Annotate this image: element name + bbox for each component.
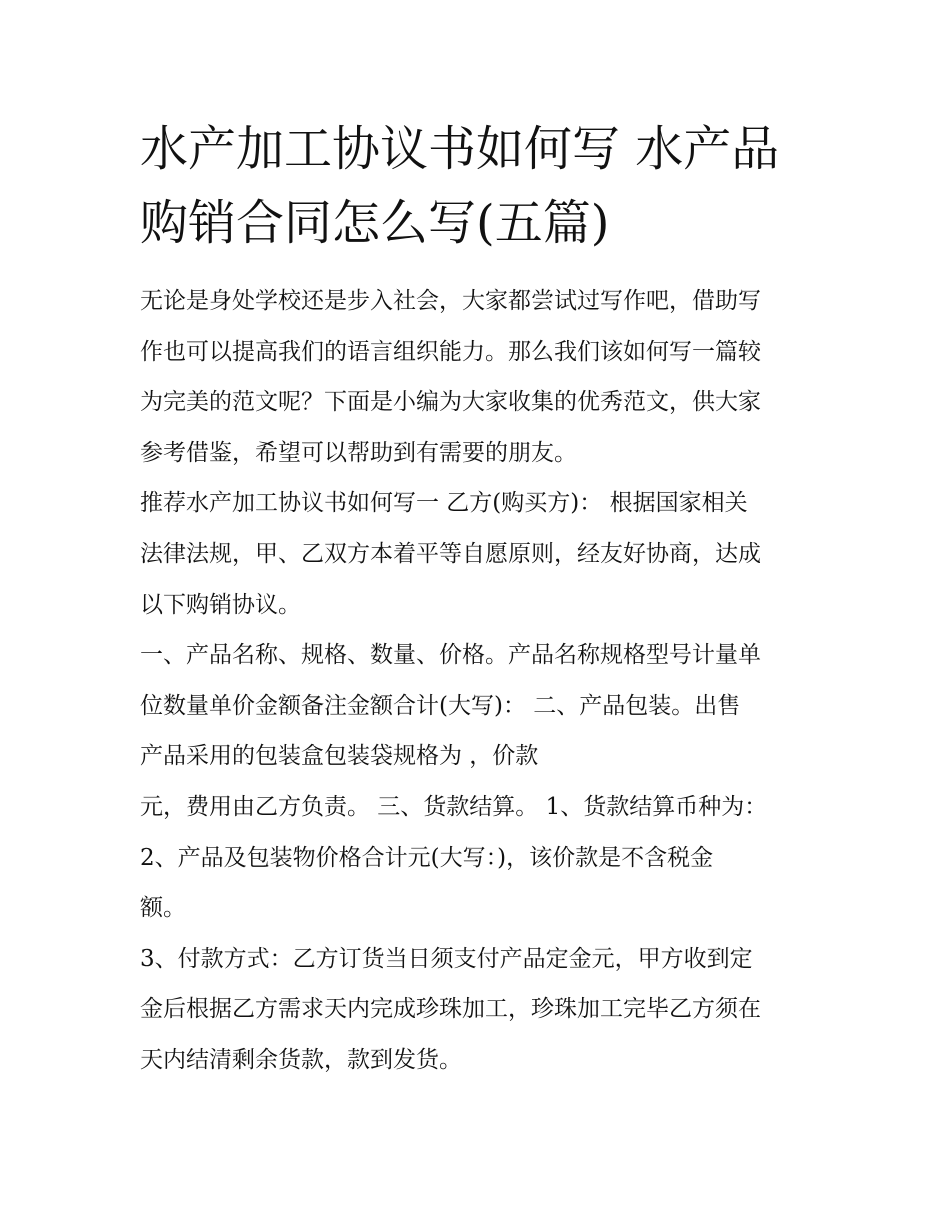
text-line: 3、付款方式：乙方订货当日须支付产品定金元，甲方收到定	[140, 945, 753, 972]
text-line: 为完美的范文呢？下面是小编为大家收集的优秀范文，供大家	[140, 389, 761, 416]
text-line: 推荐水产加工协议书如何写一 乙方(购买方)： 根据国家相关	[140, 490, 748, 517]
text-line: 作也可以提高我们的语言组织能力。那么我们该如何写一篇较	[140, 338, 761, 365]
title-line-2: 购销合同怎么写(五篇)	[140, 195, 610, 251]
text-line: 一、产品名称、规格、数量、价格。产品名称规格型号计量单	[140, 642, 761, 669]
body-text	[140, 276, 820, 1086]
text-line: 额。	[140, 895, 186, 922]
text-line: 金后根据乙方需求天内完成珍珠加工，珍珠加工完毕乙方须在	[140, 996, 761, 1023]
text-line: 以下购销协议。	[140, 591, 301, 618]
text-line: 天内结清剩余货款，款到发货。	[140, 1046, 462, 1073]
text-line: 元，费用由乙方负责。 三、货款结算。 1、货款结算币种为：	[140, 793, 768, 820]
title-line-1: 水产加工协议书如何写 水产品	[140, 121, 780, 177]
text-line: 产品采用的包装盒包装袋规格为 ，价款	[140, 743, 539, 770]
text-line: 位数量单价金额备注金额合计(大写)： 二、产品包装。出售	[140, 692, 741, 719]
text-line: 参考借鉴，希望可以帮助到有需要的朋友。	[140, 439, 577, 466]
text-line: 无论是身处学校还是步入社会，大家都尝试过写作吧，借助写	[140, 288, 761, 314]
text-line: 2、产品及包装物价格合计元(大写：)，该价款是不含税金	[140, 844, 714, 871]
page-title	[140, 112, 820, 260]
text-line: 法律法规，甲、乙双方本着平等自愿原则，经友好协商，达成	[140, 540, 761, 567]
